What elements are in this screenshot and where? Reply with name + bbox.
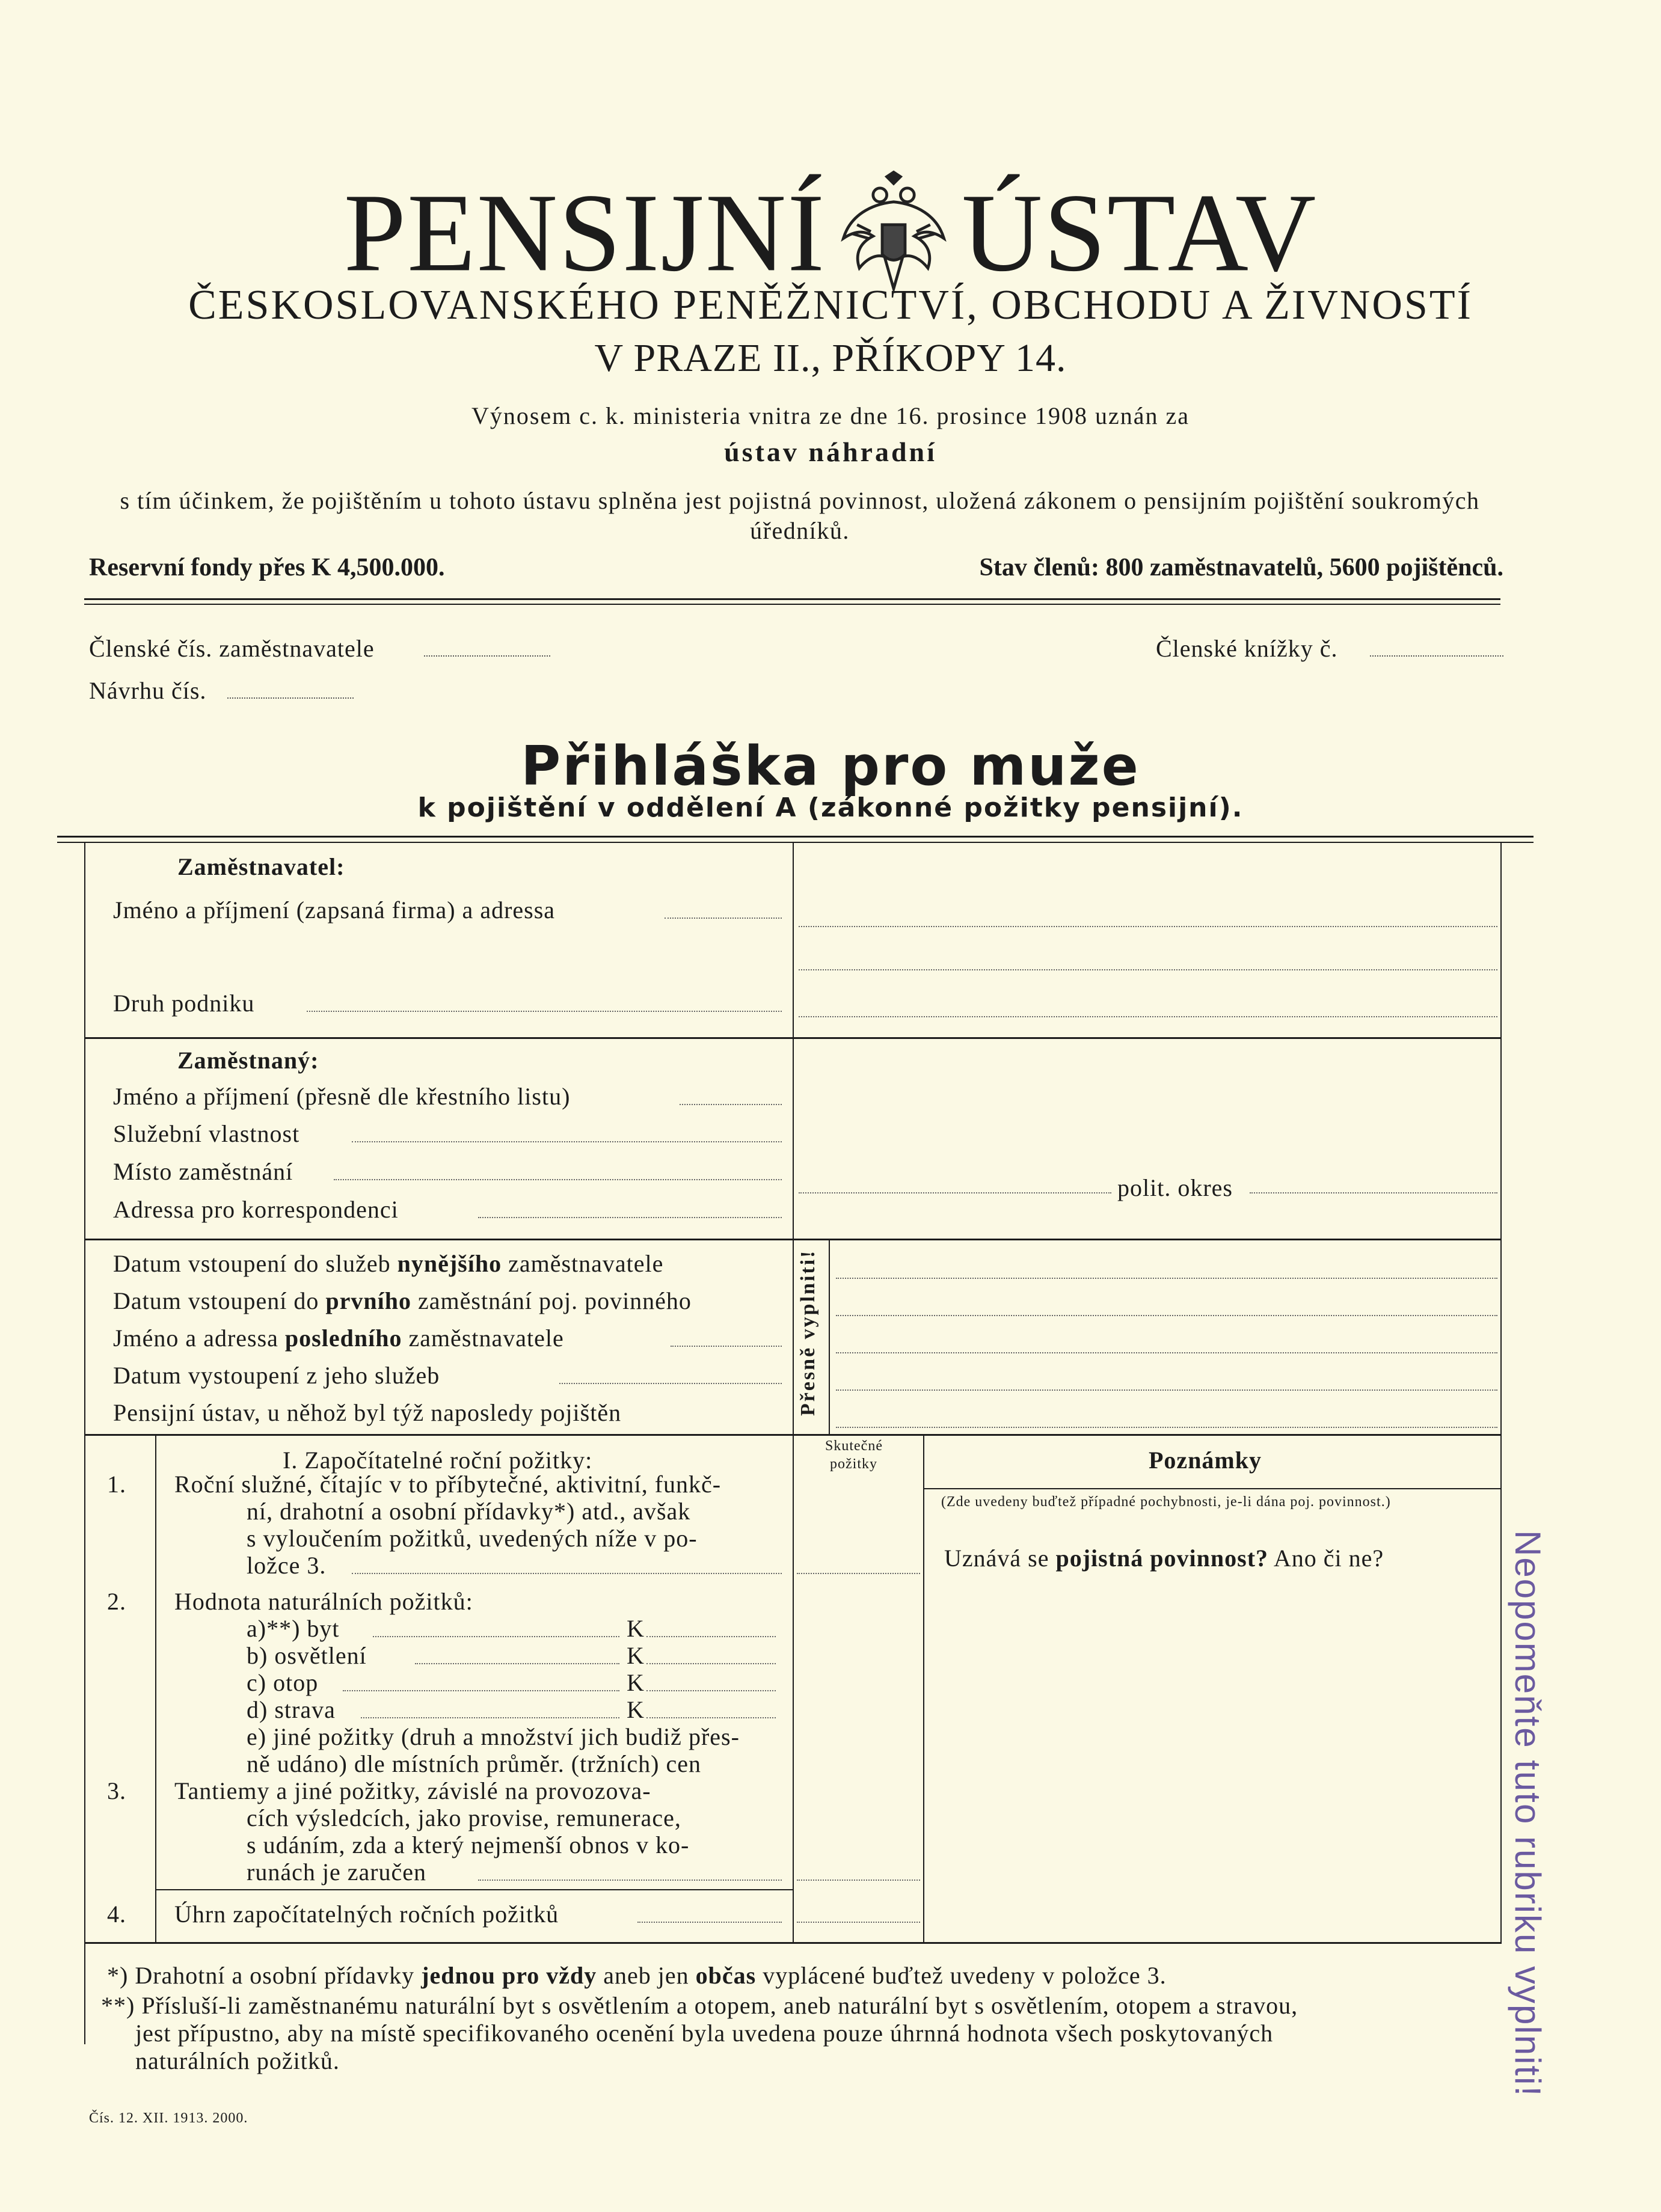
previous-pension-field[interactable] [836,1427,1497,1428]
leader-dots [361,1717,619,1718]
last-employer-field[interactable] [836,1352,1497,1353]
numbers-column-divider [155,1434,156,1942]
item-2e-line-2: ně udáno) dle místních průměr. (tržních) cen [247,1750,701,1777]
item-1-amount-field[interactable] [797,1573,920,1574]
table-divider [793,842,794,1434]
item-1-line-2: ní, drahotní a osobní přídavky*) atd., avšak [247,1498,691,1525]
total-rule [155,1889,794,1890]
item-3-line-3: s udáním, zda a který nejmenší obnos v ko- [247,1831,690,1858]
items-column-divider [793,1434,794,1942]
title-right: ÚSTAV [962,171,1318,295]
form-top-rule [57,836,1534,838]
leader-dots [478,1880,782,1881]
leader-dots [352,1573,782,1574]
item-number-4: 4. [107,1901,126,1928]
item-3-line-2: cích výsledcích, jako provise, remunerace, [247,1804,681,1831]
employer-number-label: Členské čís. zaměstnavatele [89,635,375,662]
leader-dots [665,918,782,919]
notes-hint: (Zde uvedeny buďtež případné pochybnosti, je-li dána poj. povinnost.) [941,1494,1391,1510]
district-label: polit. okres [1117,1174,1233,1201]
leader-dots [343,1690,619,1691]
item-3-line-4: runách je zaručen [247,1858,427,1886]
footnote-2-line-1: **) Přísluší-li zaměstnanému naturální byt s osvětlením a otopem, aneb naturální byt s osvětlením, otopem a stravou, [101,1992,1298,2019]
employee-section-rule [84,1239,1502,1240]
book-number-label: Členské knížky č. [1156,635,1338,662]
actual-column-divider [923,1434,924,1942]
earnings-heading: I. Započítatelné roční požitky: [283,1447,593,1474]
notes-heading-rule [924,1488,1502,1489]
notes-heading: Poznámky [1149,1447,1262,1474]
fill-precisely-note: Přesně vyplniti! [797,1249,819,1416]
date-join-current-label: Datum vstoupení do služeb nynějšího zaměstnavatele [113,1250,664,1277]
dates-note-divider [829,1239,830,1434]
form-top-rule-thin [57,842,1534,843]
currency-k: K [627,1669,645,1696]
double-headed-eagle-icon [837,170,951,296]
institution-type: ústav náhradní [724,437,937,467]
date-leave-field[interactable] [836,1389,1497,1391]
actual-earnings-header-2: požitky [830,1456,877,1472]
item-3-amount-field[interactable] [797,1880,920,1881]
item-3-line-1: Tantiemy a jiné požitky, závislé na provozova- [174,1777,651,1804]
service-role-label: Služební vlastnost [113,1120,300,1147]
item-2c-field[interactable] [646,1690,776,1691]
reserve-funds: Reservní fondy přes K 4,500.000. [89,554,445,581]
membership-count: Stav členů: 800 zaměstnavatelů, 5600 pojištěnců. [979,554,1503,581]
currency-k: K [627,1696,645,1723]
date-join-first-label: Datum vstoupení do prvního zaměstnání poj. povinného [113,1287,692,1314]
leader-dots [637,1922,782,1923]
leader-dots [559,1383,782,1384]
last-employer-label: Jméno a adressa posledního zaměstnavatele [113,1325,564,1352]
leader-dots [478,1217,782,1218]
actual-earnings-header-1: Skutečné [825,1438,883,1454]
currency-k: K [627,1642,645,1669]
currency-k: K [627,1615,645,1642]
table-left-border [84,842,85,2044]
leader-dots [373,1636,619,1637]
date-join-current-field[interactable] [836,1278,1497,1279]
earnings-bottom-rule [84,1942,1502,1944]
item-2b-label: b) osvětlení [247,1642,367,1669]
item-1-line-4: ložce 3. [247,1552,327,1579]
title-left: PENSIJNÍ [343,171,826,295]
item-1-line-3: s vyloučením požitků, uvedených níže v po- [247,1525,698,1552]
leader-dots [352,1141,782,1142]
workplace-field[interactable] [799,1192,1111,1193]
footnote-2-line-3: naturálních požitků. [135,2047,340,2074]
district-field[interactable] [1250,1192,1497,1193]
book-number-field[interactable] [1370,655,1503,657]
item-2d-field[interactable] [646,1717,776,1718]
correspondence-address-label: Adressa pro korrespondenci [113,1196,399,1223]
date-join-first-field[interactable] [836,1315,1497,1316]
leader-dots [334,1179,782,1180]
leader-dots [307,1011,782,1012]
employer-number-field[interactable] [424,655,550,657]
decree-text: Výnosem c. k. ministeria vnitra ze dne 16. prosince 1908 uznán za [471,402,1190,429]
footnote-1: *) Drahotní a osobní přídavky jednou pro vždy aneb jen občas vyplácené buďtež uvedeny v položce 3. [107,1962,1167,1989]
employer-heading: Zaměstnavatel: [177,853,345,880]
print-number: Čís. 12. XII. 1913. 2000. [89,2110,248,2126]
item-2e-line-1: e) jiné požitky (druh a množství jich budiž přes- [247,1723,740,1750]
leader-dots [671,1346,782,1347]
previous-pension-label: Pensijní ústav, u něhož byl týž naposledy pojištěn [113,1399,622,1426]
notes-field[interactable] [938,1563,1491,1936]
employee-name-label: Jméno a příjmení (přesně dle křestního listu) [113,1083,571,1110]
item-4-total-field[interactable] [797,1922,920,1923]
date-leave-label: Datum vystoupení z jeho služeb [113,1362,440,1389]
item-number-2: 2. [107,1588,126,1615]
item-2c-label: c) otop [247,1669,319,1696]
leader-dots [415,1663,619,1664]
item-number-1: 1. [107,1471,126,1498]
item-2-label: Hodnota naturálních požitků: [174,1588,473,1615]
employer-section-rule [84,1037,1502,1039]
proposal-number-field[interactable] [227,697,354,699]
item-number-3: 3. [107,1777,126,1804]
employer-name-label: Jméno a příjmení (zapsaná firma) a adressa [113,896,556,924]
business-type-field[interactable] [799,1016,1497,1017]
employee-heading: Zaměstnaný: [177,1047,319,1074]
header-rule [84,598,1500,600]
institution-subtitle: ČESKOSLOVANSKÉHO PENĚŽNICTVÍ, OBCHODU A ŽIVNOSTÍ [188,282,1473,328]
form-subtitle: k pojištění v oddělení A (zákonné požitky pensijní). [417,792,1244,823]
effect-text: s tím účinkem, že pojištěním u tohoto ústavu splněna jest pojistná povinnost, uložená zákonem o pensijním pojištění soukromých úředníků. [120,487,1480,544]
institution-address: V PRAZE II., PŘÍKOPY 14. [594,336,1067,380]
item-2d-label: d) strava [247,1696,336,1723]
item-4-label: Úhrn započítatelných ročních požitků [174,1901,559,1928]
notes-question: Uznává se pojistná povinnost? Ano či ne? [944,1545,1384,1572]
item-2a-label: a)**) byt [247,1615,340,1642]
institution-title [0,165,1661,296]
workplace-label: Místo zaměstnání [113,1158,293,1185]
earnings-right-border [1500,1434,1502,1942]
reminder-stamp: Neopomeňte tuto rubriku vyplniti! [1508,1530,1548,2098]
item-1-line-1: Roční služné, čítajíc v to příbytečné, aktivitní, funkč- [174,1471,722,1498]
table-right-border [1500,842,1502,1434]
form-title: Přihláška pro muže [521,735,1140,798]
proposal-number-label: Návrhu čís. [89,677,207,704]
header-rule-thin [84,604,1500,605]
business-type-label: Druh podniku [113,990,255,1017]
employer-address-field[interactable] [799,969,1497,970]
item-2b-field[interactable] [646,1663,776,1664]
leader-dots [680,1104,782,1105]
item-2a-field[interactable] [646,1636,776,1637]
employer-name-field[interactable] [799,926,1497,927]
footnote-2-line-2: jest přípustno, aby na místě specifikovaného ocenění byla uvedena pouze úhrnná hodnota všech poskytovaných [135,2020,1274,2047]
